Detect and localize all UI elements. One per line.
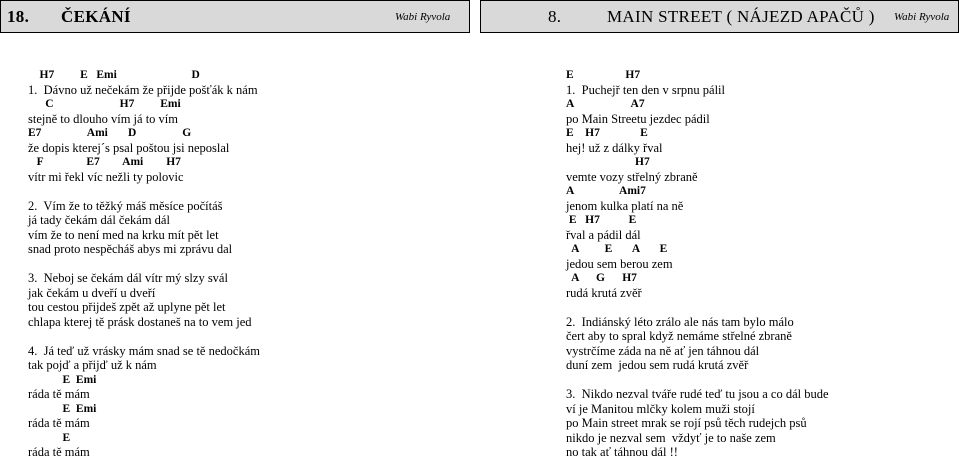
lyric-line: jenom kulka platí na ně [566, 198, 684, 213]
verse-gap [28, 257, 260, 272]
right-song-title: MAIN STREET ( NÁJEZD APAČŮ ) [607, 7, 875, 26]
lyric-line: že dopis kterej´s psal poštou jsi neposlal [28, 140, 230, 155]
lyric-line: jedou sem berou zem [566, 256, 673, 271]
lyric-line: 1. Dávno už nečekám že přijde pošťák k nám [28, 82, 258, 97]
left-song-header [0, 0, 470, 33]
lyric-line: rudá krutá zvěř [566, 285, 642, 300]
left-song-author: Wabi Ryvola [395, 11, 451, 23]
lyric-line: po Main Streetu jezdec pádil [566, 111, 710, 126]
chord-line: A G H7 [566, 272, 637, 284]
chord-line: E Emi [28, 402, 97, 415]
chord-line: A A7 [566, 98, 645, 110]
lyric-line: hej! už z dálky řval [566, 140, 663, 155]
left-song-number: 18. [7, 7, 30, 26]
lyric-line: vystrčíme záda na ně ať jen táhnou dál [566, 343, 760, 358]
lyric-line: tou cestou přijdeš zpět až uplyne pět let [28, 300, 226, 314]
chord-line: E Emi [28, 373, 97, 386]
chord-line: E7 Ami D G [28, 127, 192, 139]
lyric-line: chlapa kterej tě prásk dostaneš na to vem jed [28, 314, 252, 329]
chord-line: C H7 Emi [28, 98, 181, 110]
chord-line: A E A E [566, 243, 668, 255]
lyric-line: řval a pádil dál [566, 227, 641, 242]
lyric-line: čert aby to spral když nemáme střelné zbraně [566, 329, 792, 343]
lyric-line: no tak ať táhnou dál !! [566, 445, 678, 459]
lyric-line: 3. Neboj se čekám dál vítr mý slzy svál [28, 271, 228, 285]
lyric-line: ráda tě mám [28, 445, 90, 459]
right-song-body [566, 68, 829, 460]
lyric-line: ví je Manitou mlčky kolem muži stojí [566, 401, 755, 416]
right-song-number: 8. [548, 7, 562, 26]
lyric-line: vítr mi řekl víc nežli ty polovic [28, 169, 184, 184]
chord-line: H7 [566, 156, 650, 168]
verse-gap [28, 329, 260, 344]
lyric-line: já tady čekám dál čekám dál [28, 213, 170, 227]
lyric-line: stejně to dlouho vím já to vím [28, 111, 178, 126]
lyric-line: tak pojď a přijď už k nám [28, 358, 157, 372]
lyric-line: 4. Já teď už vrásky mám snad se tě nedočkám [28, 343, 260, 358]
lyric-line: 2. Vím že to těžký máš měsíce počítáš [28, 198, 223, 213]
chord-line: E H7 E [566, 127, 648, 139]
verse-gap [566, 300, 829, 315]
left-song-title: ČEKÁNÍ [61, 7, 131, 26]
lyric-line: jak čekám u dveří u dveří [28, 285, 156, 300]
lyric-line: 1. Puchejř ten den v srpnu pálil [566, 82, 725, 97]
verse-gap [566, 373, 829, 388]
lyric-line: 3. Nikdo nezval tváře rudé teď tu jsou a co dál bude [566, 387, 829, 401]
chord-line: E H7 [566, 69, 641, 81]
lyric-line: ráda tě mám [28, 416, 90, 430]
chord-line: F E7 Ami H7 [28, 156, 181, 168]
lyric-line: nikdo je nezval sem vždyť je to naše zem [566, 430, 776, 445]
right-song-header [480, 0, 959, 33]
verse-gap [28, 184, 260, 199]
right-song-author: Wabi Ryvola [894, 11, 950, 23]
left-song-body [28, 68, 260, 460]
chord-line: A Ami7 [566, 185, 646, 197]
lyric-line: 2. Indiánský léto zrálo ale nás tam bylo málo [566, 314, 794, 329]
lyric-line: duní zem jedou sem rudá krutá zvěř [566, 358, 749, 372]
lyric-line: snad proto nespěcháš abys mi zprávu dal [28, 242, 233, 256]
chord-line: E H7 E [566, 214, 637, 226]
chord-line: E [28, 431, 71, 444]
lyric-line: po Main street mrak se rojí psů těch rudejch psů [566, 416, 807, 430]
lyric-line: vím že to není med na krku mít pět let [28, 227, 219, 242]
lyric-line: ráda tě mám [28, 387, 90, 401]
lyric-line: vemte vozy střelný zbraně [566, 169, 698, 184]
chord-line: H7 E Emi D [28, 69, 200, 81]
